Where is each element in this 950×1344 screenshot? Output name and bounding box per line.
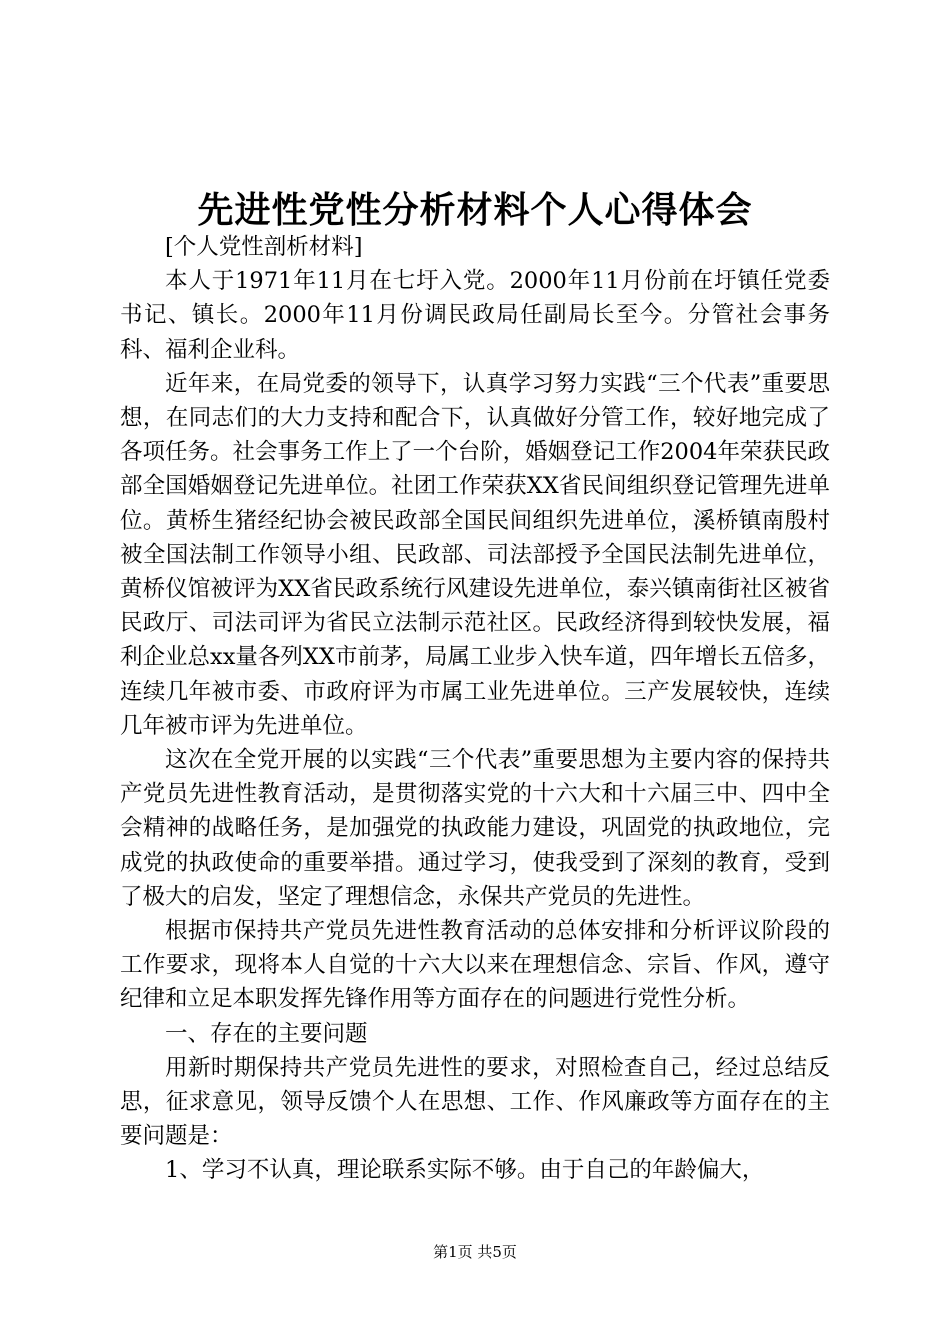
- paragraph-problems-intro: 用新时期保持共产党员先进性的要求，对照检查自己，经过总结反思，征求意见，领导反馈个人在思想、工作、作风廉政等方面存在的主要问题是：: [120, 1054, 830, 1150]
- document-title: 先进性党性分析材料个人心得体会: [197, 189, 753, 231]
- paragraph-analysis-intro: 根据市保持共产党员先进性教育活动的总体安排和分析评议阶段的工作要求，现将本人自觉的十六大以来在理想信念、宗旨、作风，遵守纪律和立足本职发挥先锋作用等方面存在的问题进行党性分析。: [120, 918, 830, 1013]
- paragraph-achievements: 近年来，在局党委的领导下，认真学习努力实践“三个代表”重要思想，在同志们的大力支持和配合下，认真做好分管工作，较好地完成了各项任务。社会事务工作上了一个台阶，婚姻登记工作2004年荣获民政部全国婚姻登记先进单位。社团工作荣获XX省民间组织登记管理先进单位。黄桥生猪经纪协会被民政部全国民间组织先进单位，溪桥镇南殷村被全国法制工作领导小组、民政部、司法部授予全国民法制先进单位，黄桥仪馆被评为XX省民政系统行风建设先进单位，泰兴镇南街社区被省民政厅、司法司评为省民立法制示范社区。民政经济得到较快发展，福利企业总xx量各列XX市前茅，局属工业步入快车道，四年增长五倍多，连续几年被市委、市政府评为市属工业先进单位。三产发展较快，连续几年被市评为先进单位。: [120, 370, 830, 739]
- paragraph-problem-1: 1、学习不认真，理论联系实际不够。由于自己的年龄偏大，: [165, 1157, 765, 1184]
- paragraph-bracket-heading: [个人党性剖析材料]: [165, 234, 363, 260]
- paragraph-education-activity: 这次在全党开展的以实践“三个代表”重要思想为主要内容的保持共产党员先进性教育活动，是贯彻落实党的十六大和十六届三中、四中全会精神的战略任务，是加强党的执政能力建设，巩固党的执政地位，完成党的执政使命的重要举措。通过学习，使我受到了深刻的教育，受到了极大的启发，坚定了理想信念，永保共产党员的先进性。: [120, 747, 830, 910]
- document-body: [120, 230, 830, 1188]
- page-footer: 第1页 共5页: [433, 1243, 517, 1261]
- section-heading-main-problems: 一、存在的主要问题: [165, 1020, 368, 1047]
- paragraph-personal-history: 本人于1971年11月在七圩入党。2000年11月份前在圩镇任党委书记、镇长。2000年11月份调民政局任副局长至今。分管社会事务科、福利企业科。: [120, 268, 830, 363]
